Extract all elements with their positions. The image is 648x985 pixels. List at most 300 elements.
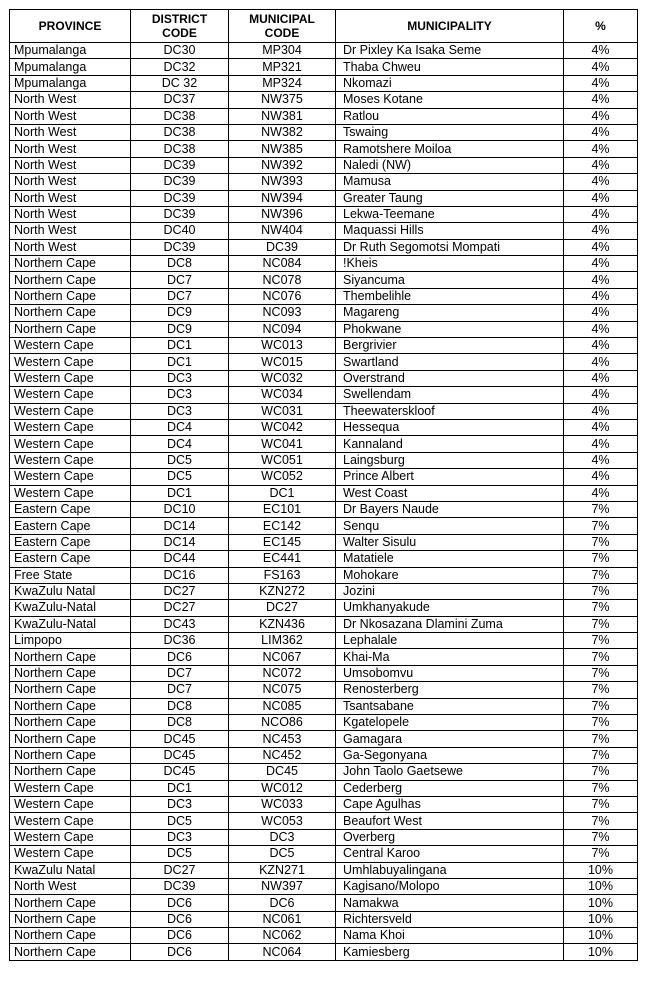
municipal-code-cell: NW396 <box>229 206 336 222</box>
municipality-cell: Beaufort West <box>336 813 564 829</box>
district-code-cell: DC39 <box>131 206 229 222</box>
province-cell: Mpumalanga <box>10 59 131 75</box>
municipal-code-cell: NW392 <box>229 157 336 173</box>
municipal-code-cell: NC452 <box>229 747 336 763</box>
table-row <box>10 75 638 91</box>
province-cell: Western Cape <box>10 370 131 386</box>
municipality-cell: Walter Sisulu <box>336 534 564 550</box>
municipality-cell: Swartland <box>336 354 564 370</box>
district-code-cell: DC32 <box>131 59 229 75</box>
municipality-cell: Kannaland <box>336 436 564 452</box>
table-row <box>10 354 638 370</box>
municipal-code-cell: NCO86 <box>229 715 336 731</box>
province-cell: Northern Cape <box>10 321 131 337</box>
table-row <box>10 157 638 173</box>
table-row <box>10 239 638 255</box>
province-cell: Eastern Cape <box>10 551 131 567</box>
district-code-cell: DC3 <box>131 829 229 845</box>
percent-cell: 7% <box>564 780 638 796</box>
district-code-cell: DC8 <box>131 256 229 272</box>
district-code-cell: DC44 <box>131 551 229 567</box>
municipal-code-cell: WC053 <box>229 813 336 829</box>
province-cell: North West <box>10 124 131 140</box>
province-cell: Northern Cape <box>10 682 131 698</box>
municipal-code-cell: WC052 <box>229 469 336 485</box>
province-cell: North West <box>10 239 131 255</box>
province-cell: Northern Cape <box>10 288 131 304</box>
municipality-cell: Umhlabuyalingana <box>336 862 564 878</box>
municipal-code-cell: WC012 <box>229 780 336 796</box>
percent-cell: 10% <box>564 928 638 944</box>
table-row <box>10 403 638 419</box>
province-cell: Eastern Cape <box>10 534 131 550</box>
district-code-cell: DC45 <box>131 747 229 763</box>
table-row <box>10 419 638 435</box>
header-row <box>10 10 638 43</box>
municipality-table <box>9 9 638 961</box>
percent-cell: 4% <box>564 75 638 91</box>
table-header <box>10 10 638 43</box>
municipal-code-cell: NW397 <box>229 878 336 894</box>
table-row <box>10 633 638 649</box>
district-code-cell: DC6 <box>131 895 229 911</box>
percent-cell: 7% <box>564 715 638 731</box>
province-cell: North West <box>10 206 131 222</box>
province-cell: Northern Cape <box>10 747 131 763</box>
municipality-cell: Bergrivier <box>336 338 564 354</box>
municipal-code-cell: NW394 <box>229 190 336 206</box>
table-row <box>10 895 638 911</box>
municipality-cell: Overstrand <box>336 370 564 386</box>
province-cell: Western Cape <box>10 354 131 370</box>
municipal-code-cell: NW404 <box>229 223 336 239</box>
province-cell: Western Cape <box>10 485 131 501</box>
document-page <box>9 9 638 961</box>
municipal-code-cell: WC032 <box>229 370 336 386</box>
municipal-code-cell: NC067 <box>229 649 336 665</box>
municipality-cell: Kagisano/Molopo <box>336 878 564 894</box>
province-cell: Northern Cape <box>10 764 131 780</box>
province-cell: Northern Cape <box>10 305 131 321</box>
percent-cell: 4% <box>564 272 638 288</box>
province-cell: Western Cape <box>10 419 131 435</box>
table-row <box>10 829 638 845</box>
municipality-cell: Umkhanyakude <box>336 600 564 616</box>
district-code-cell: DC40 <box>131 223 229 239</box>
municipality-cell: Namakwa <box>336 895 564 911</box>
municipality-cell: Cederberg <box>336 780 564 796</box>
municipality-cell: West Coast <box>336 485 564 501</box>
table-row <box>10 928 638 944</box>
percent-cell: 7% <box>564 567 638 583</box>
municipality-cell: Ratlou <box>336 108 564 124</box>
table-row <box>10 288 638 304</box>
municipal-code-cell: DC1 <box>229 485 336 501</box>
municipal-code-cell: NC084 <box>229 256 336 272</box>
municipal-code-cell: WC031 <box>229 403 336 419</box>
district-code-cell: DC1 <box>131 485 229 501</box>
province-cell: North West <box>10 157 131 173</box>
district-code-cell: DC8 <box>131 698 229 714</box>
table-row <box>10 715 638 731</box>
municipality-cell: Dr Bayers Naude <box>336 501 564 517</box>
province-cell: Western Cape <box>10 338 131 354</box>
header-province: PROVINCE <box>10 10 131 43</box>
district-code-cell: DC45 <box>131 764 229 780</box>
municipal-code-cell: WC015 <box>229 354 336 370</box>
district-code-cell: DC9 <box>131 305 229 321</box>
municipality-cell: Prince Albert <box>336 469 564 485</box>
table-row <box>10 747 638 763</box>
municipality-cell: Renosterberg <box>336 682 564 698</box>
province-cell: Mpumalanga <box>10 43 131 59</box>
province-cell: Western Cape <box>10 469 131 485</box>
district-code-cell: DC6 <box>131 649 229 665</box>
province-cell: KwaZulu Natal <box>10 583 131 599</box>
municipal-code-cell: NW382 <box>229 124 336 140</box>
header-percent: % <box>564 10 638 43</box>
percent-cell: 4% <box>564 92 638 108</box>
district-code-cell: DC3 <box>131 403 229 419</box>
table-row <box>10 698 638 714</box>
percent-cell: 4% <box>564 321 638 337</box>
table-row <box>10 862 638 878</box>
table-row <box>10 43 638 59</box>
municipal-code-cell: NW393 <box>229 174 336 190</box>
table-row <box>10 665 638 681</box>
municipal-code-cell: NC076 <box>229 288 336 304</box>
municipal-code-cell: WC013 <box>229 338 336 354</box>
municipal-code-cell: NC093 <box>229 305 336 321</box>
percent-cell: 7% <box>564 551 638 567</box>
percent-cell: 4% <box>564 305 638 321</box>
percent-cell: 10% <box>564 911 638 927</box>
district-code-cell: DC 32 <box>131 75 229 91</box>
municipality-cell: Ramotshere Moiloa <box>336 141 564 157</box>
province-cell: Free State <box>10 567 131 583</box>
table-row <box>10 387 638 403</box>
municipality-cell: Dr Nkosazana Dlamini Zuma <box>336 616 564 632</box>
percent-cell: 4% <box>564 452 638 468</box>
municipal-code-cell: EC441 <box>229 551 336 567</box>
municipal-code-cell: DC6 <box>229 895 336 911</box>
percent-cell: 4% <box>564 190 638 206</box>
district-code-cell: DC43 <box>131 616 229 632</box>
table-row <box>10 846 638 862</box>
percent-cell: 4% <box>564 354 638 370</box>
municipal-code-cell: WC051 <box>229 452 336 468</box>
percent-cell: 4% <box>564 108 638 124</box>
province-cell: Northern Cape <box>10 731 131 747</box>
table-row <box>10 256 638 272</box>
table-row <box>10 534 638 550</box>
municipal-code-cell: MP324 <box>229 75 336 91</box>
percent-cell: 7% <box>564 633 638 649</box>
municipal-code-cell: NC078 <box>229 272 336 288</box>
table-row <box>10 796 638 812</box>
percent-cell: 4% <box>564 157 638 173</box>
percent-cell: 4% <box>564 256 638 272</box>
table-row <box>10 124 638 140</box>
table-row <box>10 878 638 894</box>
municipal-code-cell: DC5 <box>229 846 336 862</box>
table-row <box>10 501 638 517</box>
table-row <box>10 174 638 190</box>
table-row <box>10 944 638 960</box>
district-code-cell: DC30 <box>131 43 229 59</box>
municipality-cell: Greater Taung <box>336 190 564 206</box>
province-cell: Western Cape <box>10 780 131 796</box>
municipal-code-cell: WC033 <box>229 796 336 812</box>
province-cell: Northern Cape <box>10 911 131 927</box>
province-cell: KwaZulu-Natal <box>10 600 131 616</box>
municipal-code-cell: DC45 <box>229 764 336 780</box>
province-cell: Western Cape <box>10 403 131 419</box>
municipality-cell: Theewaterskloof <box>336 403 564 419</box>
municipality-cell: Lephalale <box>336 633 564 649</box>
table-row <box>10 780 638 796</box>
table-row <box>10 567 638 583</box>
municipality-cell: Overberg <box>336 829 564 845</box>
province-cell: Northern Cape <box>10 928 131 944</box>
municipality-cell: Cape Agulhas <box>336 796 564 812</box>
municipality-cell: Mohokare <box>336 567 564 583</box>
district-code-cell: DC39 <box>131 174 229 190</box>
municipal-code-cell: DC39 <box>229 239 336 255</box>
municipality-cell: Moses Kotane <box>336 92 564 108</box>
percent-cell: 7% <box>564 616 638 632</box>
province-cell: North West <box>10 223 131 239</box>
municipal-code-cell: WC041 <box>229 436 336 452</box>
table-row <box>10 764 638 780</box>
municipality-cell: Kgatelopele <box>336 715 564 731</box>
province-cell: Eastern Cape <box>10 501 131 517</box>
percent-cell: 4% <box>564 403 638 419</box>
percent-cell: 7% <box>564 764 638 780</box>
district-code-cell: DC8 <box>131 715 229 731</box>
percent-cell: 10% <box>564 878 638 894</box>
percent-cell: 4% <box>564 124 638 140</box>
municipal-code-cell: EC101 <box>229 501 336 517</box>
table-row <box>10 223 638 239</box>
table-row <box>10 616 638 632</box>
municipality-cell: Lekwa-Teemane <box>336 206 564 222</box>
province-cell: Northern Cape <box>10 272 131 288</box>
municipal-code-cell: MP304 <box>229 43 336 59</box>
municipality-cell: Swellendam <box>336 387 564 403</box>
percent-cell: 7% <box>564 846 638 862</box>
district-code-cell: DC27 <box>131 862 229 878</box>
municipal-code-cell: WC034 <box>229 387 336 403</box>
municipality-cell: Matatiele <box>336 551 564 567</box>
district-code-cell: DC14 <box>131 534 229 550</box>
district-code-cell: DC3 <box>131 796 229 812</box>
district-code-cell: DC1 <box>131 338 229 354</box>
district-code-cell: DC7 <box>131 682 229 698</box>
table-row <box>10 911 638 927</box>
table-row <box>10 813 638 829</box>
district-code-cell: DC3 <box>131 370 229 386</box>
province-cell: Northern Cape <box>10 665 131 681</box>
municipality-cell: Siyancuma <box>336 272 564 288</box>
percent-cell: 4% <box>564 469 638 485</box>
province-cell: Northern Cape <box>10 649 131 665</box>
percent-cell: 4% <box>564 59 638 75</box>
province-cell: North West <box>10 141 131 157</box>
percent-cell: 7% <box>564 600 638 616</box>
municipal-code-cell: NW381 <box>229 108 336 124</box>
district-code-cell: DC39 <box>131 878 229 894</box>
table-row <box>10 338 638 354</box>
municipal-code-cell: MP321 <box>229 59 336 75</box>
table-body <box>10 43 638 961</box>
district-code-cell: DC38 <box>131 108 229 124</box>
district-code-cell: DC39 <box>131 239 229 255</box>
district-code-cell: DC7 <box>131 272 229 288</box>
table-row <box>10 600 638 616</box>
district-code-cell: DC14 <box>131 518 229 534</box>
municipality-cell: Naledi (NW) <box>336 157 564 173</box>
percent-cell: 4% <box>564 288 638 304</box>
municipal-code-cell: NC061 <box>229 911 336 927</box>
percent-cell: 7% <box>564 813 638 829</box>
table-row <box>10 272 638 288</box>
province-cell: Western Cape <box>10 436 131 452</box>
percent-cell: 4% <box>564 485 638 501</box>
municipal-code-cell: NC062 <box>229 928 336 944</box>
table-row <box>10 485 638 501</box>
municipality-cell: Laingsburg <box>336 452 564 468</box>
municipal-code-cell: LIM362 <box>229 633 336 649</box>
province-cell: North West <box>10 108 131 124</box>
percent-cell: 7% <box>564 518 638 534</box>
province-cell: Northern Cape <box>10 715 131 731</box>
municipal-code-cell: DC27 <box>229 600 336 616</box>
percent-cell: 4% <box>564 43 638 59</box>
table-row <box>10 321 638 337</box>
municipality-cell: Ga-Segonyana <box>336 747 564 763</box>
percent-cell: 4% <box>564 419 638 435</box>
percent-cell: 7% <box>564 829 638 845</box>
municipality-cell: Magareng <box>336 305 564 321</box>
municipality-cell: Dr Pixley Ka Isaka Seme <box>336 43 564 59</box>
district-code-cell: DC27 <box>131 583 229 599</box>
municipal-code-cell: NC072 <box>229 665 336 681</box>
municipal-code-cell: NC064 <box>229 944 336 960</box>
district-code-cell: DC1 <box>131 354 229 370</box>
district-code-cell: DC5 <box>131 452 229 468</box>
municipal-code-cell: EC145 <box>229 534 336 550</box>
percent-cell: 4% <box>564 338 638 354</box>
percent-cell: 4% <box>564 223 638 239</box>
table-row <box>10 370 638 386</box>
municipal-code-cell: NC075 <box>229 682 336 698</box>
province-cell: KwaZulu Natal <box>10 862 131 878</box>
table-row <box>10 469 638 485</box>
municipality-cell: Richtersveld <box>336 911 564 927</box>
municipal-code-cell: NC085 <box>229 698 336 714</box>
table-row <box>10 141 638 157</box>
table-row <box>10 452 638 468</box>
province-cell: Western Cape <box>10 452 131 468</box>
header-municipal-code: MUNICIPAL CODE <box>229 10 336 43</box>
percent-cell: 7% <box>564 698 638 714</box>
table-row <box>10 731 638 747</box>
district-code-cell: DC3 <box>131 387 229 403</box>
municipal-code-cell: NC453 <box>229 731 336 747</box>
province-cell: Eastern Cape <box>10 518 131 534</box>
percent-cell: 7% <box>564 583 638 599</box>
district-code-cell: DC16 <box>131 567 229 583</box>
district-code-cell: DC27 <box>131 600 229 616</box>
province-cell: Mpumalanga <box>10 75 131 91</box>
header-municipality: MUNICIPALITY <box>336 10 564 43</box>
district-code-cell: DC5 <box>131 469 229 485</box>
municipality-cell: Phokwane <box>336 321 564 337</box>
municipality-cell: Hessequa <box>336 419 564 435</box>
percent-cell: 4% <box>564 206 638 222</box>
municipality-cell: Jozini <box>336 583 564 599</box>
table-row <box>10 206 638 222</box>
district-code-cell: DC37 <box>131 92 229 108</box>
table-row <box>10 518 638 534</box>
district-code-cell: DC7 <box>131 665 229 681</box>
table-row <box>10 583 638 599</box>
table-row <box>10 305 638 321</box>
municipality-cell: Thaba Chweu <box>336 59 564 75</box>
municipal-code-cell: WC042 <box>229 419 336 435</box>
province-cell: Northern Cape <box>10 944 131 960</box>
municipality-cell: Nama Khoi <box>336 928 564 944</box>
municipality-cell: Umsobomvu <box>336 665 564 681</box>
municipality-cell: Mamusa <box>336 174 564 190</box>
province-cell: KwaZulu-Natal <box>10 616 131 632</box>
municipal-code-cell: NC094 <box>229 321 336 337</box>
district-code-cell: DC10 <box>131 501 229 517</box>
municipality-cell: Tsantsabane <box>336 698 564 714</box>
table-row <box>10 649 638 665</box>
municipality-cell: Central Karoo <box>336 846 564 862</box>
percent-cell: 7% <box>564 747 638 763</box>
municipality-cell: Senqu <box>336 518 564 534</box>
percent-cell: 7% <box>564 682 638 698</box>
header-district-code: DISTRICT CODE <box>131 10 229 43</box>
table-row <box>10 436 638 452</box>
district-code-cell: DC5 <box>131 846 229 862</box>
municipality-cell: Maquassi Hills <box>336 223 564 239</box>
municipality-cell: Nkomazi <box>336 75 564 91</box>
province-cell: Northern Cape <box>10 895 131 911</box>
province-cell: Western Cape <box>10 846 131 862</box>
province-cell: Limpopo <box>10 633 131 649</box>
province-cell: Western Cape <box>10 813 131 829</box>
district-code-cell: DC38 <box>131 141 229 157</box>
province-cell: Western Cape <box>10 387 131 403</box>
district-code-cell: DC39 <box>131 157 229 173</box>
municipality-cell: Thembelihle <box>336 288 564 304</box>
municipal-code-cell: NW385 <box>229 141 336 157</box>
district-code-cell: DC39 <box>131 190 229 206</box>
table-row <box>10 59 638 75</box>
district-code-cell: DC45 <box>131 731 229 747</box>
percent-cell: 4% <box>564 370 638 386</box>
district-code-cell: DC1 <box>131 780 229 796</box>
district-code-cell: DC38 <box>131 124 229 140</box>
municipality-cell: Kamiesberg <box>336 944 564 960</box>
province-cell: North West <box>10 174 131 190</box>
province-cell: Western Cape <box>10 829 131 845</box>
table-row <box>10 551 638 567</box>
